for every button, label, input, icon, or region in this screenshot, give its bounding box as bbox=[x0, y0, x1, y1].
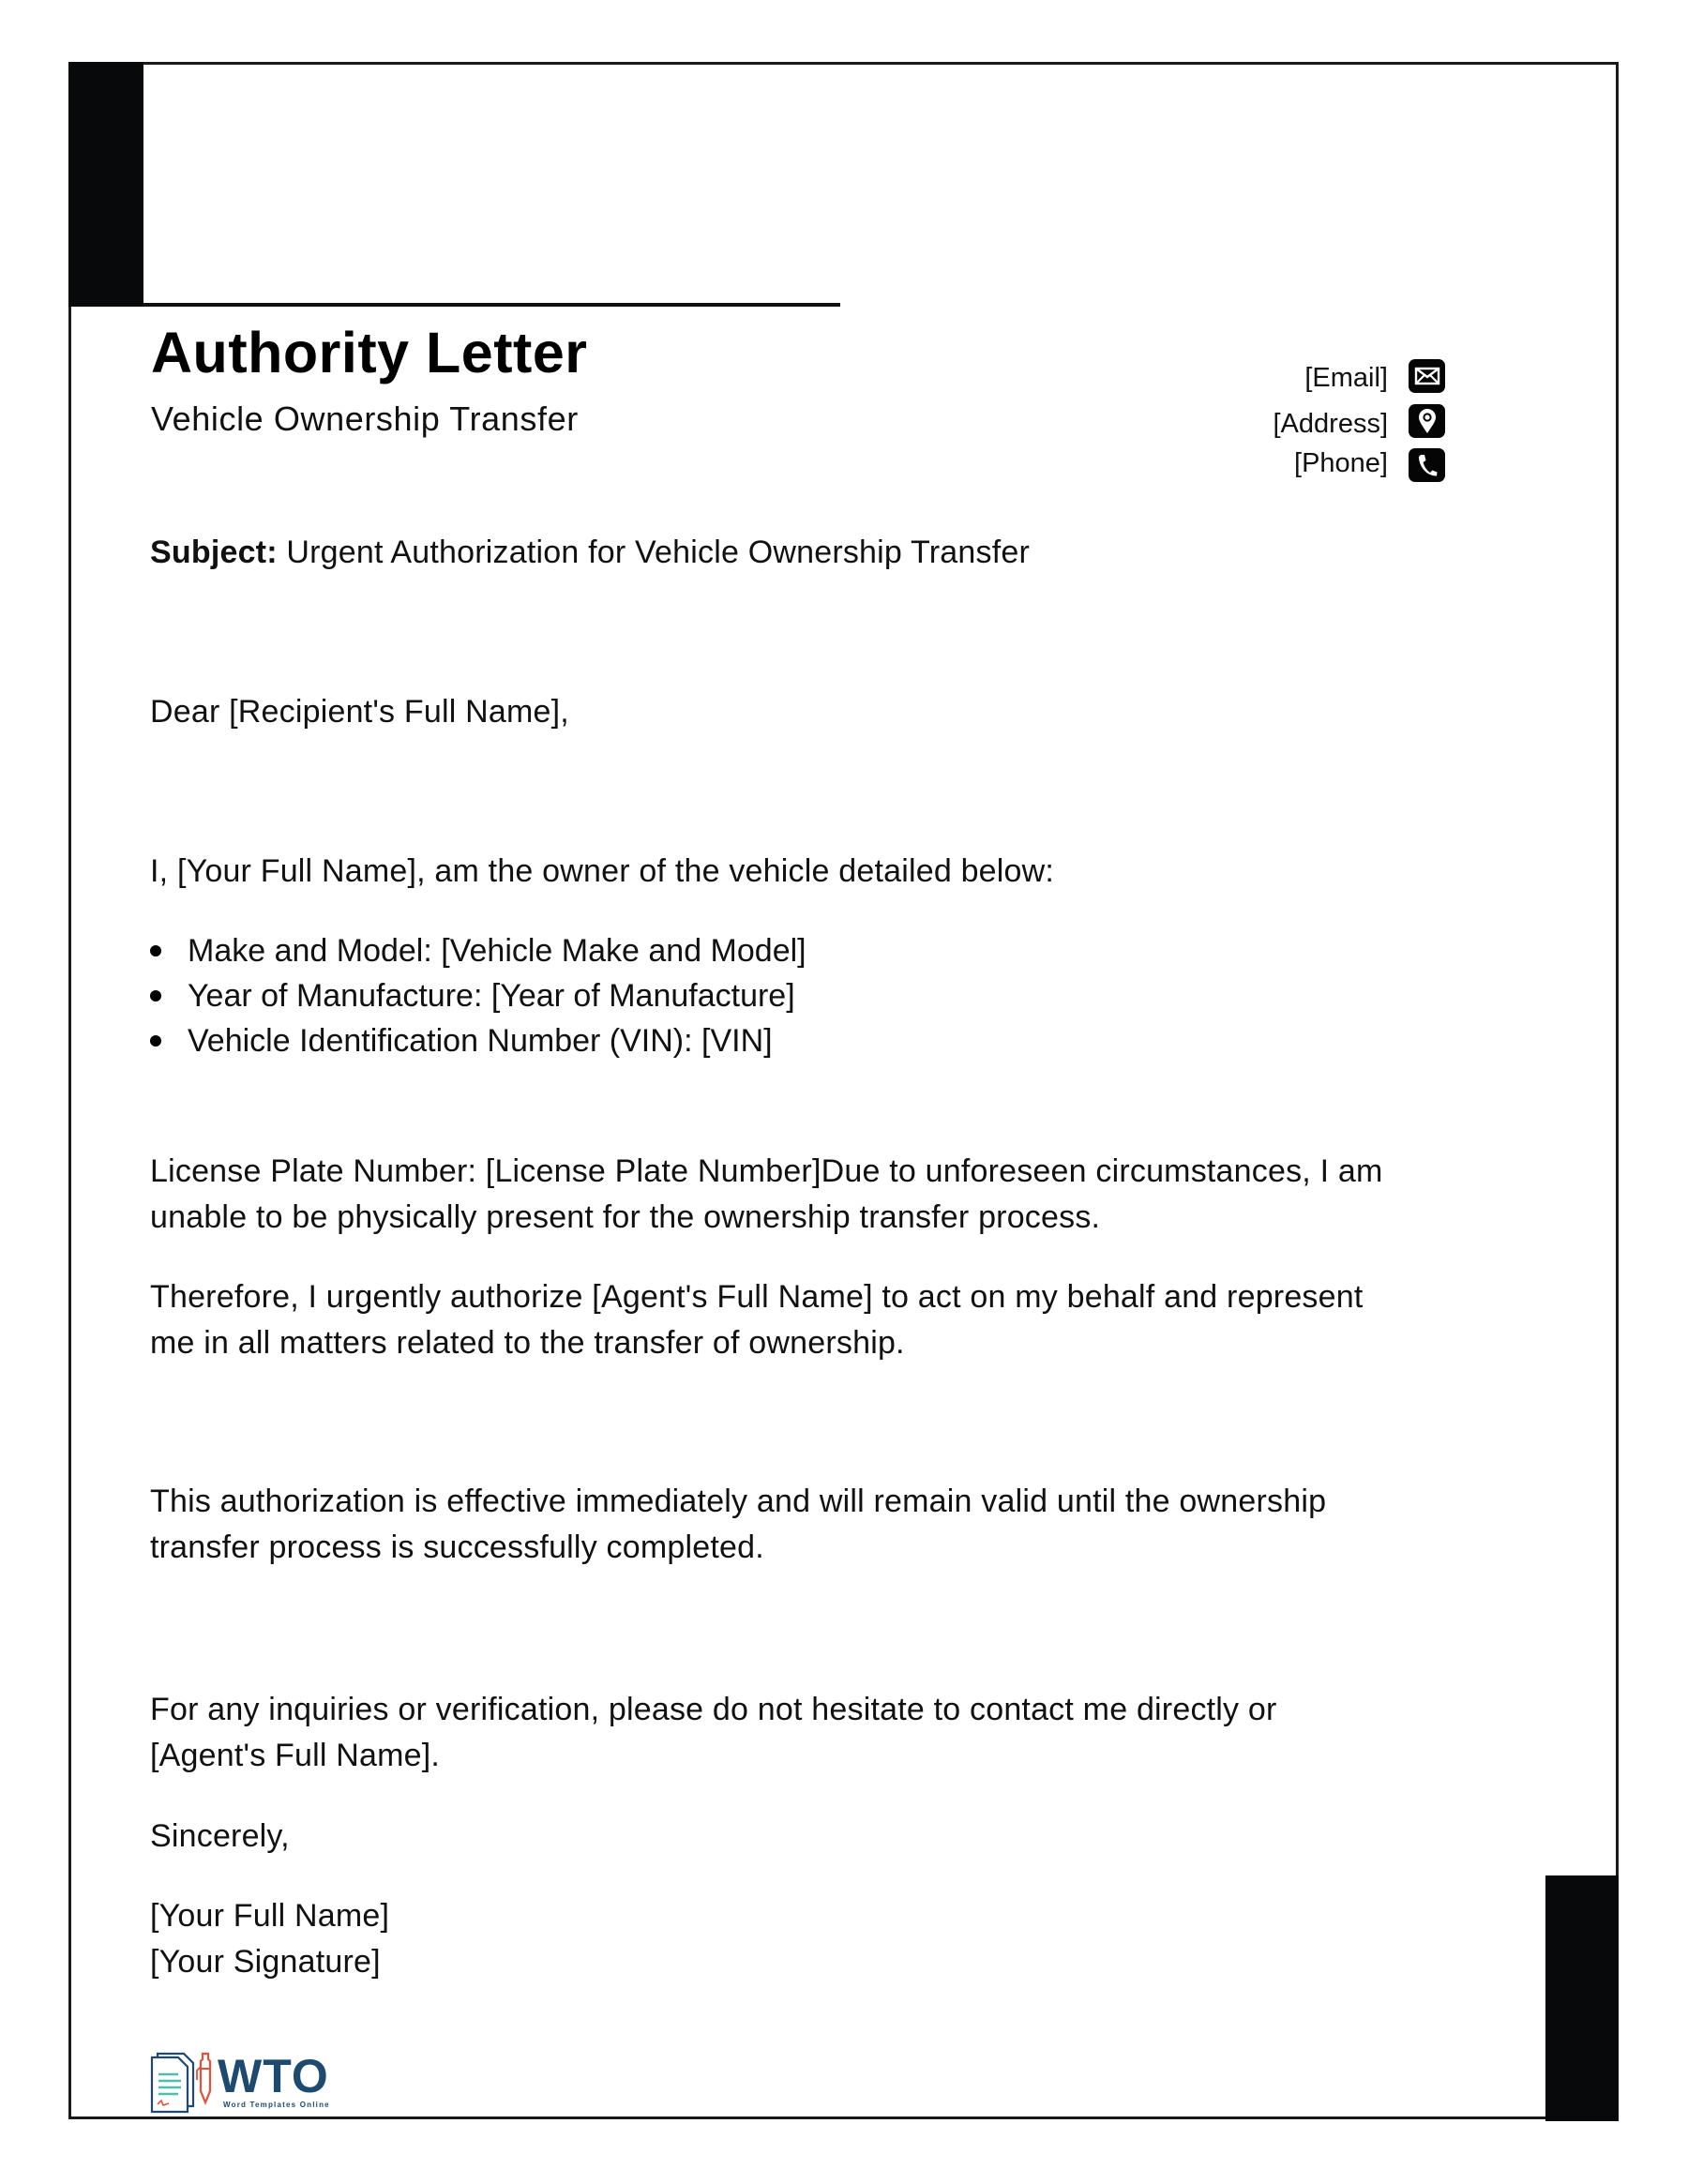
subject-label: Subject: bbox=[150, 535, 278, 570]
contact-address: [Address] bbox=[1273, 409, 1388, 439]
contact-email: [Email] bbox=[1304, 363, 1388, 393]
sender-name: [Your Full Name] bbox=[150, 1898, 390, 1934]
intro-paragraph: I, [Your Full Name], am the owner of the vehicle detailed below: bbox=[150, 853, 1055, 889]
bullet-icon bbox=[150, 990, 161, 1002]
logo-wordmark: WTO bbox=[218, 2050, 329, 2102]
location-pin-icon bbox=[1409, 404, 1445, 438]
paragraph-contact: For any inquiries or verification, please do not hesitate to contact me directly or [Agent's Full Name]. bbox=[150, 1692, 1277, 1773]
paragraph-validity: This authorization is effective immediately and will remain valid until the ownership transfer process is successfully completed. bbox=[150, 1484, 1327, 1565]
list-item: Year of Manufacture: [Year of Manufacture] bbox=[150, 973, 1463, 1018]
contact-phone: [Phone] bbox=[1294, 448, 1388, 478]
vehicle-details-list bbox=[150, 928, 1463, 1063]
valediction: Sincerely, bbox=[150, 1818, 290, 1854]
subject-text: Urgent Authorization for Vehicle Ownership Transfer bbox=[277, 535, 1030, 570]
list-item: Make and Model: [Vehicle Make and Model] bbox=[150, 928, 1463, 973]
letter-subtitle: Vehicle Ownership Transfer bbox=[151, 399, 579, 438]
list-item: Vehicle Identification Number (VIN): [VIN] bbox=[150, 1018, 1463, 1063]
sender-signature: [Your Signature] bbox=[150, 1944, 381, 1980]
envelope-icon bbox=[1409, 359, 1445, 393]
salutation: Dear [Recipient's Full Name], bbox=[150, 694, 569, 730]
document-icon bbox=[148, 2048, 216, 2116]
wto-logo bbox=[148, 2048, 336, 2116]
paragraph-license-plate: License Plate Number: [License Plate Number]Due to unforeseen circumstances, I am unable to be physically present for the ownership transfer process. bbox=[150, 1153, 1383, 1235]
logo-tagline: Word Templates Online bbox=[223, 2101, 330, 2109]
bullet-icon bbox=[150, 1035, 161, 1047]
paragraph-authorization: Therefore, I urgently authorize [Agent's Full Name] to act on my behalf and represent me in all matters related to the transfer of ownership. bbox=[150, 1279, 1364, 1361]
top-left-accent-block bbox=[68, 62, 143, 307]
bottom-right-accent-block bbox=[1545, 1875, 1619, 2121]
header-divider bbox=[143, 303, 840, 307]
subject-line bbox=[150, 530, 1529, 576]
phone-icon bbox=[1409, 448, 1445, 482]
bullet-icon bbox=[150, 945, 161, 956]
signature-block bbox=[150, 1893, 1529, 1985]
letter-title: Authority Letter bbox=[151, 321, 588, 384]
